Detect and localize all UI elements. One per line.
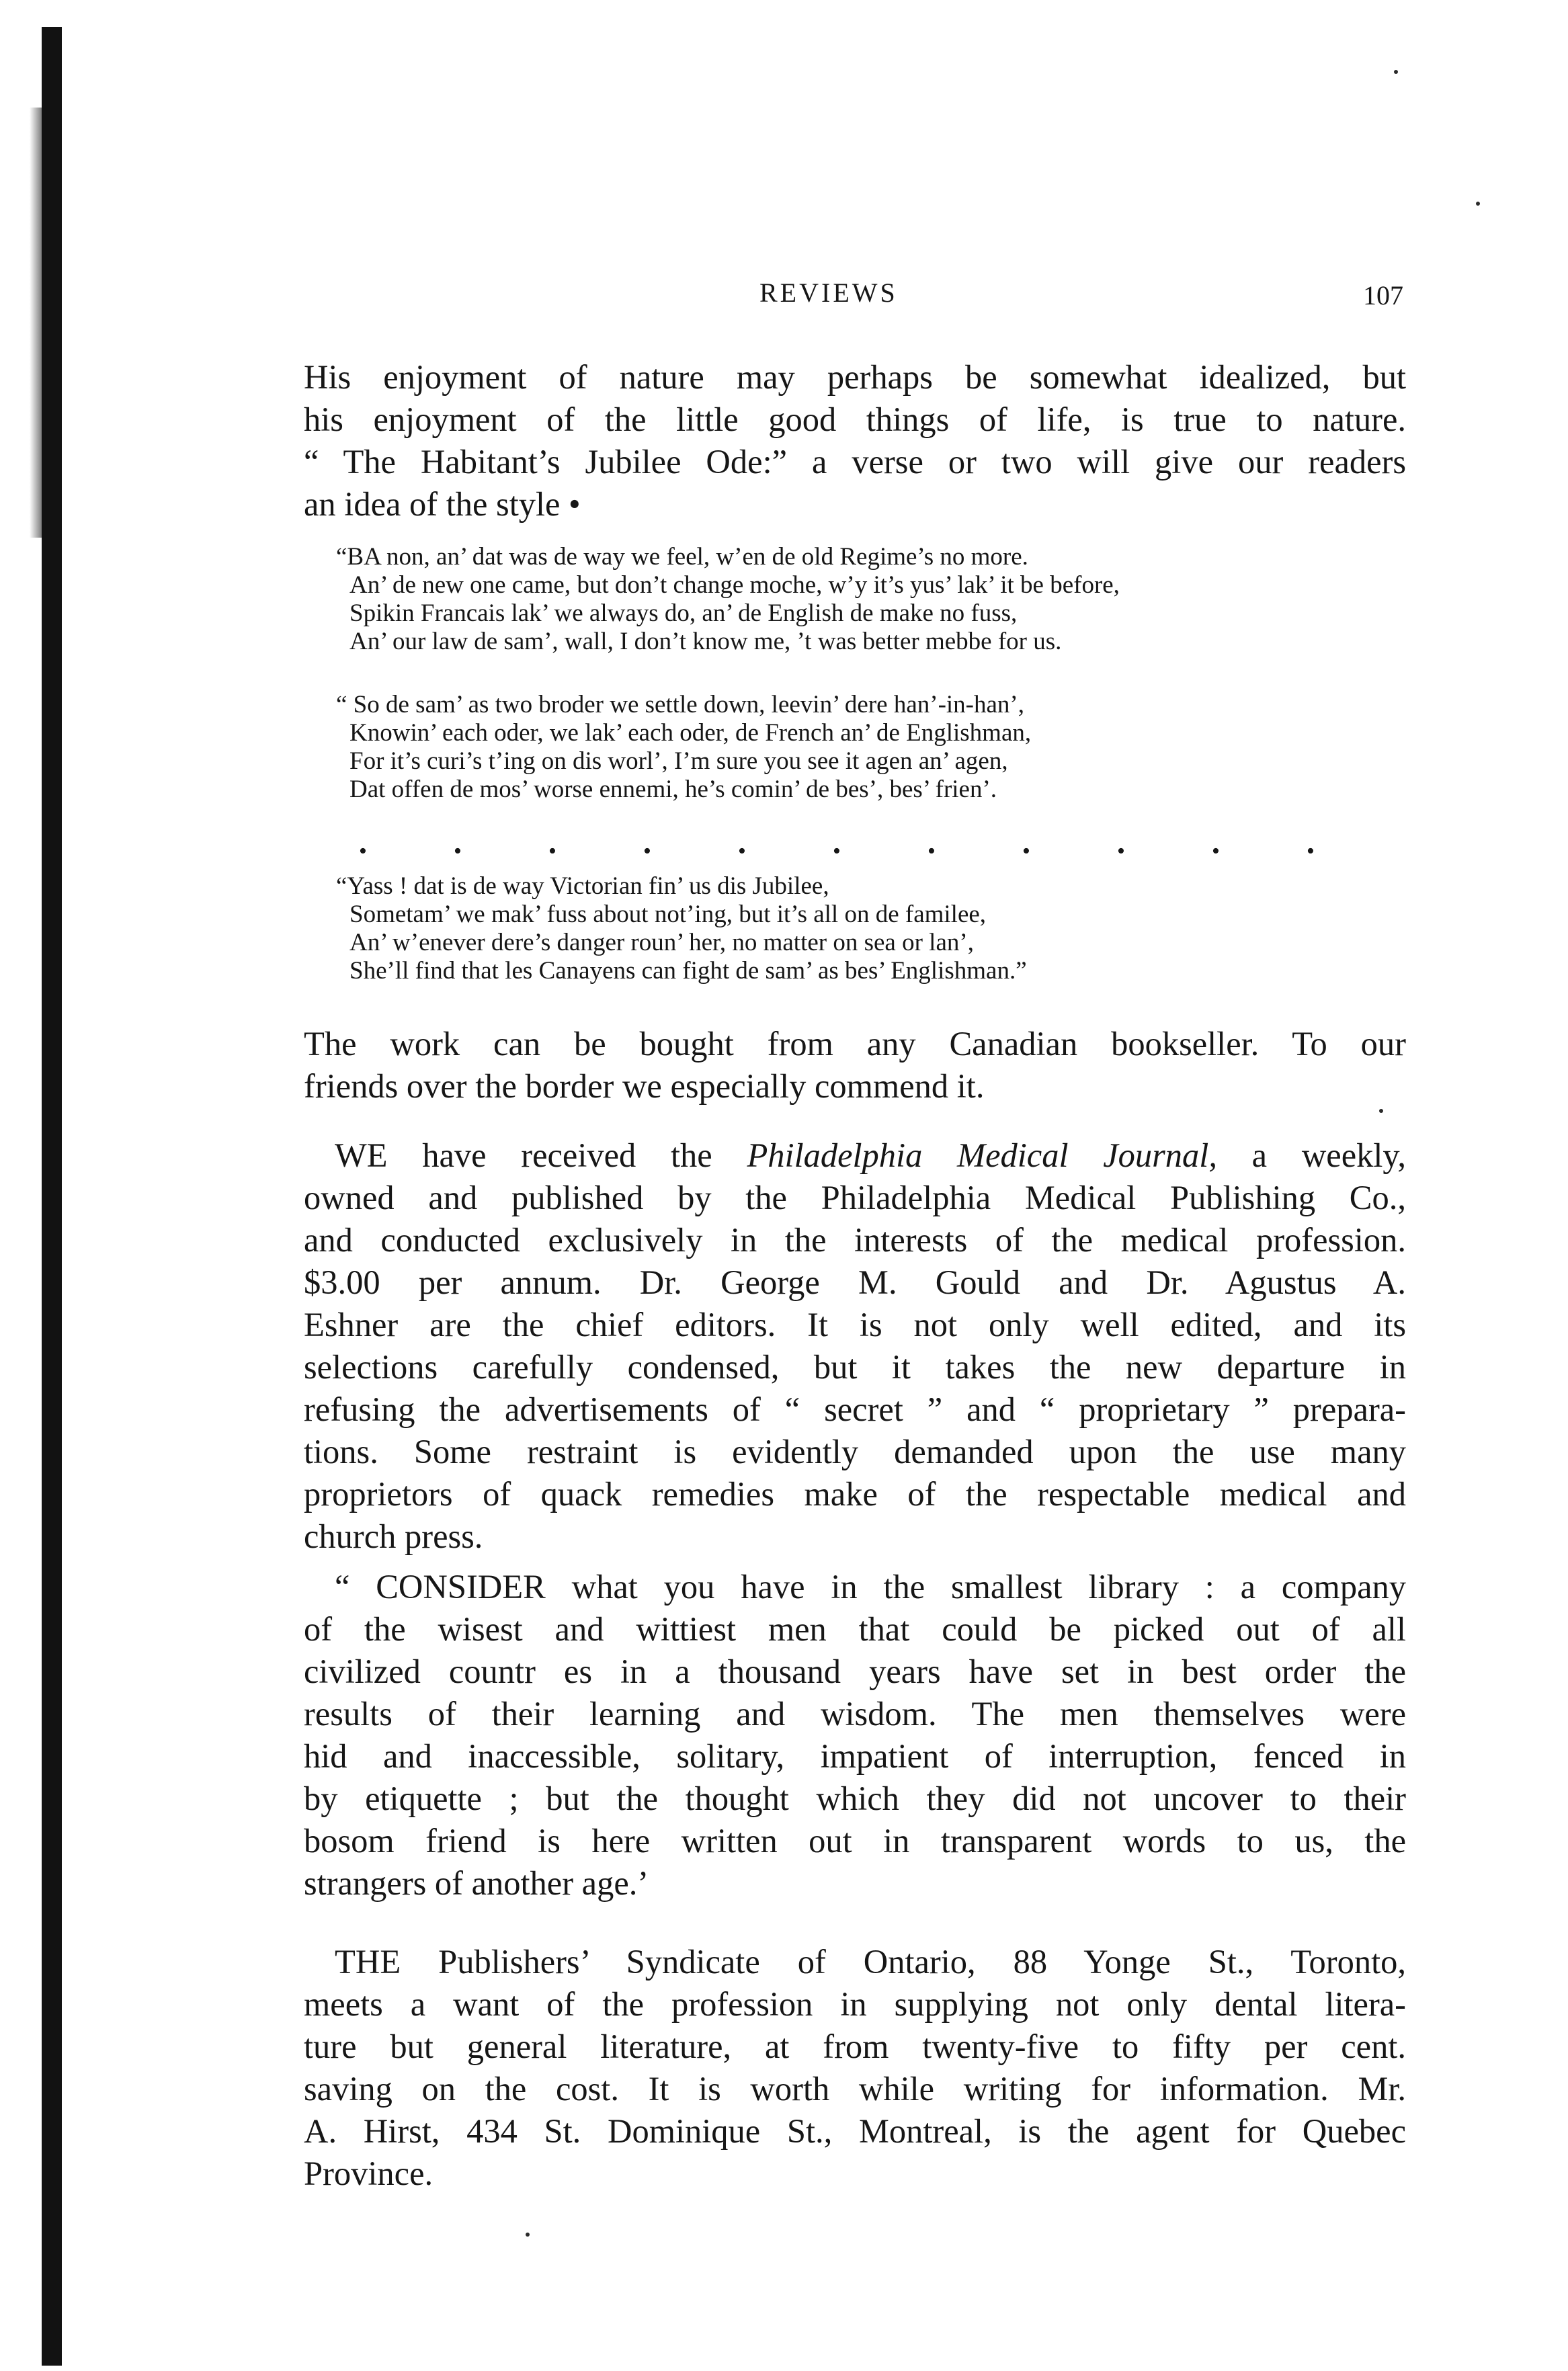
text-line: results of their learning and wisdom. The men themselves were bbox=[304, 1695, 1406, 1733]
ellipsis-star: • bbox=[738, 839, 746, 864]
ellipsis-star: • bbox=[643, 839, 651, 864]
verse-line: “BA non, an’ dat was de way we feel, w’en de old Regime’s no more. bbox=[336, 543, 1028, 571]
journal-title: Philadelphia Medical Journal, bbox=[747, 1136, 1217, 1174]
verse-stanza-2 bbox=[336, 691, 1405, 804]
ellipsis-star: • bbox=[1117, 839, 1125, 864]
text-line: Province. bbox=[304, 2155, 434, 2192]
text-line: civilized countr es in a thousand years have set in best order the bbox=[304, 1653, 1406, 1690]
drop-word: WE bbox=[335, 1136, 388, 1174]
drop-word: THE bbox=[335, 1943, 401, 1981]
verse-line: Spikin Francais lak’ we always do, an’ de English de make no fuss, bbox=[349, 599, 1018, 627]
ellipsis-star: • bbox=[1022, 839, 1030, 864]
text-line: and conducted exclusively in the interests of the medical profession. bbox=[304, 1221, 1406, 1259]
text-line: “ The Habitant’s Jubilee Ode:” a verse or two will give our readers bbox=[304, 443, 1406, 481]
journal-paragraph bbox=[304, 1134, 1406, 1558]
library-paragraph bbox=[304, 1566, 1406, 1905]
text-line: tions. Some restraint is evidently demanded upon the use many bbox=[304, 1433, 1406, 1470]
ellipsis-star: • bbox=[1212, 839, 1220, 864]
verse-line: She’ll find that les Canayens can fight de sam’ as bes’ Englishman.” bbox=[349, 957, 1027, 985]
ellipsis-star: • bbox=[548, 839, 556, 864]
text-line: meets a want of the profession in supplying not only dental litera- bbox=[304, 1985, 1406, 2023]
verse-line: “Yass ! dat is de way Victorian fin’ us dis Jubilee, bbox=[336, 872, 829, 900]
verse-line: “ So de sam’ as two broder we settle down, leevin’ dere han’-in-han’, bbox=[336, 691, 1024, 718]
intro-paragraph bbox=[304, 356, 1406, 526]
text-line: friends over the border we especially commend it. bbox=[304, 1067, 985, 1105]
text-line: refusing the advertisements of “ secret ” and “ proprietary ” prepara- bbox=[304, 1390, 1406, 1428]
bookseller-paragraph bbox=[304, 1023, 1406, 1108]
verse-line: An’ w’enever dere’s danger roun’ her, no matter on sea or lan’, bbox=[349, 929, 974, 956]
scan-binding-shadow bbox=[30, 108, 42, 538]
ellipsis-star: • bbox=[927, 839, 936, 864]
ellipsis-star: • bbox=[454, 839, 462, 864]
verse-line: Sometam’ we mak’ fuss about not’ing, but it’s all on de familee, bbox=[349, 901, 987, 928]
scan-binding-edge bbox=[42, 27, 62, 2366]
text-line: $3.00 per annum. Dr. George M. Gould and Dr. Agustus A. bbox=[304, 1263, 1406, 1301]
text-line: owned and published by the Philadelphia Medical Publishing Co., bbox=[304, 1179, 1406, 1216]
text-line: church press. bbox=[304, 1517, 483, 1555]
text-line: Eshner are the chief editors. It is not only well edited, and its bbox=[304, 1306, 1406, 1343]
text-line: A. Hirst, 434 St. Dominique St., Montreal, is the agent for Quebec bbox=[304, 2112, 1406, 2150]
text-run: have received the bbox=[387, 1136, 747, 1174]
scan-speck bbox=[1394, 70, 1398, 74]
text-line: strangers of another age.’ bbox=[304, 1864, 649, 1902]
text-run: a weekly, bbox=[1216, 1136, 1406, 1174]
page-number: 107 bbox=[1363, 280, 1403, 310]
running-head-title: REVIEWS bbox=[759, 278, 898, 308]
verse-line: Dat offen de mos’ worse ennemi, he’s comin’ de bes’, bes’ frien’. bbox=[349, 776, 997, 803]
text-line: his enjoyment of the little good things of life, is true to nature. bbox=[304, 401, 1406, 438]
text-run: what you have in the smallest library : a company bbox=[545, 1568, 1406, 1606]
verse-stanza-1 bbox=[336, 543, 1405, 656]
scan-speck bbox=[1476, 202, 1480, 206]
text-line: hid and inaccessible, solitary, impatient of interruption, fenced in bbox=[304, 1737, 1406, 1775]
text-line: bosom friend is here written out in transparent words to us, the bbox=[304, 1822, 1406, 1860]
verse-ellipsis-stars bbox=[349, 839, 1324, 864]
text-line: by etiquette ; but the thought which they did not uncover to their bbox=[304, 1780, 1406, 1817]
running-head bbox=[0, 277, 1568, 317]
text-line: an idea of the style • bbox=[304, 485, 581, 523]
syndicate-paragraph bbox=[304, 1941, 1406, 2195]
text-line: His enjoyment of nature may perhaps be somewhat idealized, but bbox=[304, 358, 1406, 396]
text-line: proprietors of quack remedies make of the respectable medical and bbox=[304, 1475, 1406, 1513]
text-line bbox=[304, 1941, 1406, 1983]
verse-line: An’ de new one came, but don’t change moche, w’y it’s yus’ lak’ it be before, bbox=[349, 571, 1120, 599]
verse-line: Knowin’ each oder, we lak’ each oder, de French an’ de Englishman, bbox=[349, 719, 1032, 747]
verse-line: An’ our law de sam’, wall, I don’t know me, ’t was better mebbe for us. bbox=[349, 628, 1062, 655]
text-line: saving on the cost. It is worth while writing for information. Mr. bbox=[304, 2070, 1406, 2108]
ellipsis-star: • bbox=[833, 839, 841, 864]
verse-line: For it’s curi’s t’ing on dis worl’, I’m sure you see it agen an’ agen, bbox=[349, 747, 1008, 775]
text-line: selections carefully condensed, but it takes the new departure in bbox=[304, 1348, 1406, 1386]
scan-speck bbox=[526, 2233, 530, 2237]
verse-stanza-3 bbox=[336, 872, 1405, 985]
text-line bbox=[304, 1134, 1406, 1177]
text-line: of the wisest and wittiest men that could be picked out of all bbox=[304, 1610, 1406, 1648]
text-run: Publishers’ Syndicate of Ontario, 88 Yonge St., Toronto, bbox=[401, 1943, 1406, 1981]
text-line: The work can be bought from any Canadian bookseller. To our bbox=[304, 1025, 1406, 1063]
text-line: ture but general literature, at from twenty-five to fifty per cent. bbox=[304, 2028, 1406, 2065]
ellipsis-star: • bbox=[359, 839, 367, 864]
drop-word: “ CONSIDER bbox=[335, 1568, 546, 1606]
ellipsis-star: • bbox=[1307, 839, 1315, 864]
scan-speck bbox=[1379, 1109, 1383, 1113]
text-line bbox=[304, 1566, 1406, 1608]
